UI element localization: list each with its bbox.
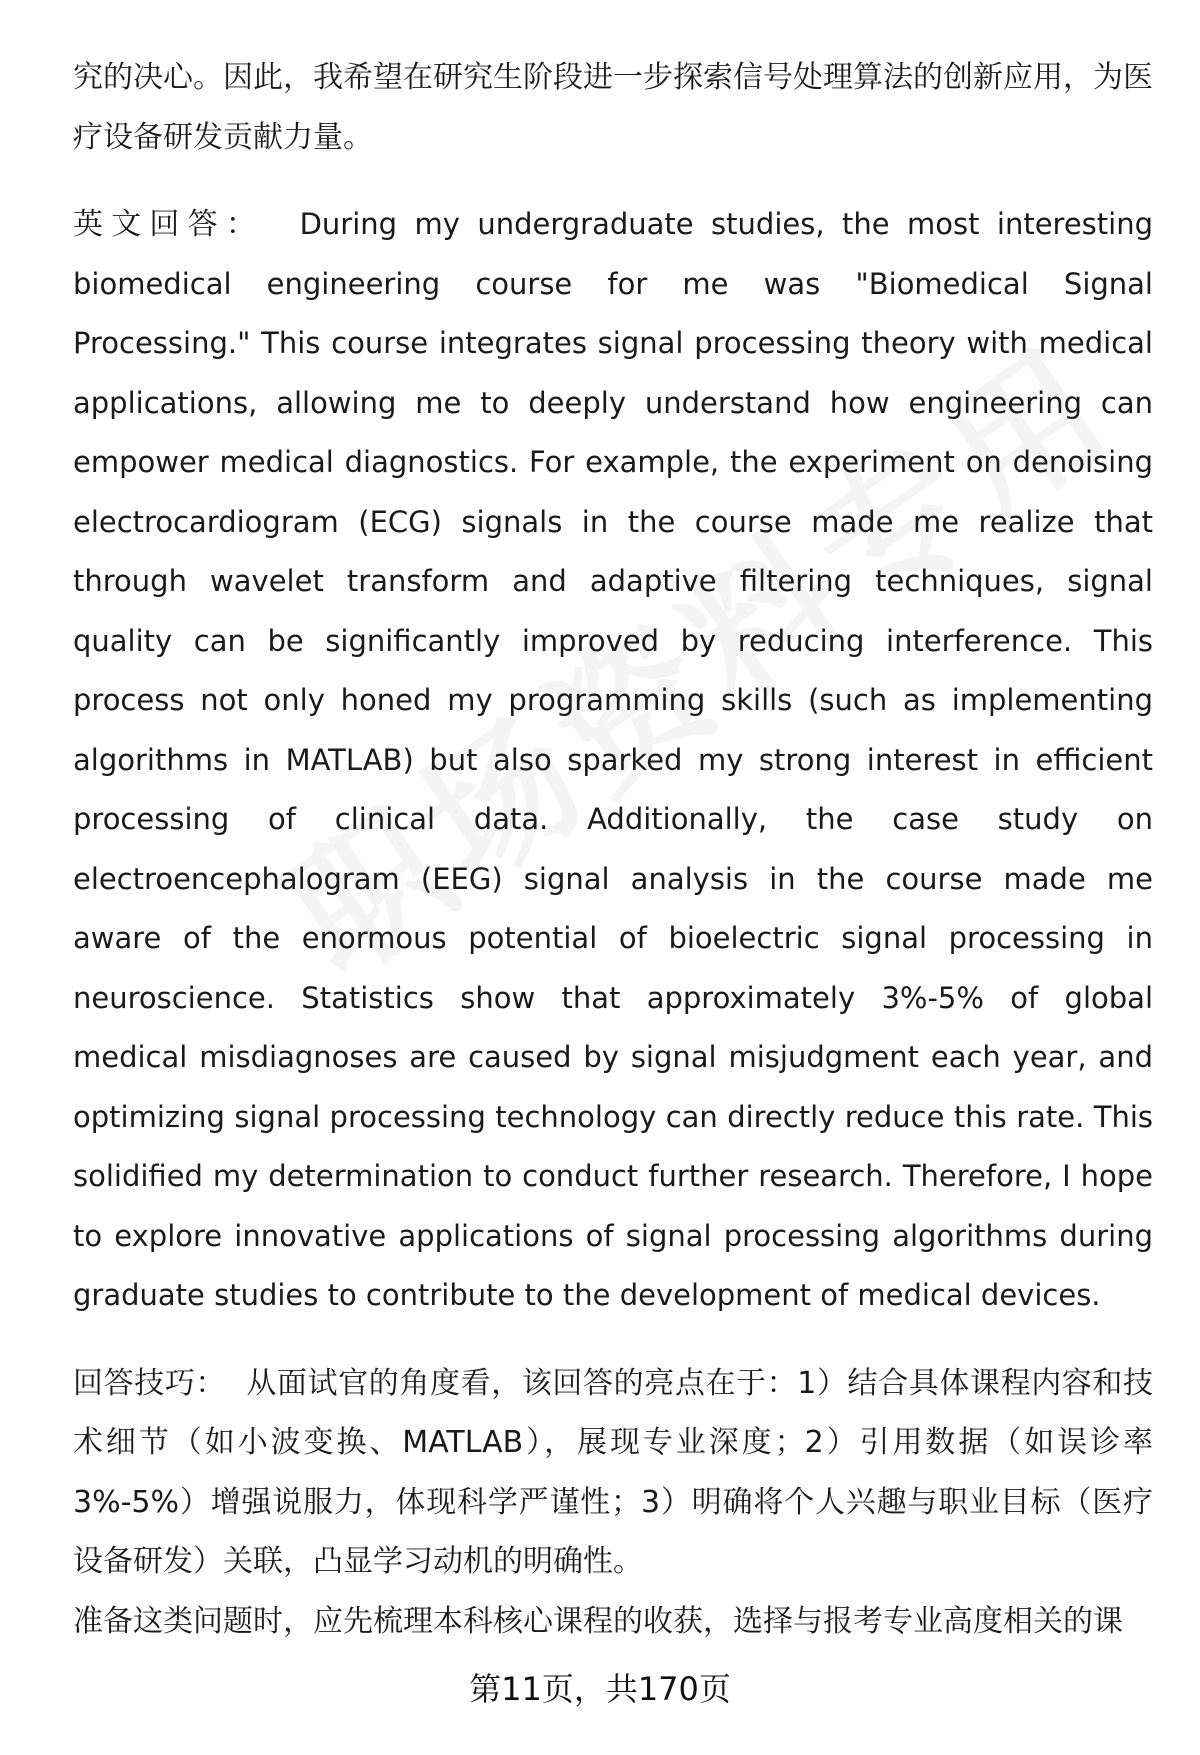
answer-tips-label: 回答技巧： bbox=[73, 1365, 227, 1401]
answer-tips-text: 从面试官的角度看，该回答的亮点在于：1）结合具体课程内容和技术细节（如小波变换、MATLAB），展现专业深度；2）引用数据（如误诊率3%-5%）增强说服力，体现科学严谨性；3）明确将个人兴趣与职业目标（医疗设备研发）关联，凸显学习动机的明确性。 bbox=[73, 1365, 1154, 1579]
english-answer-text: During my undergraduate studies, the most interesting biomedical engineering course for me was "Biomedical Signal Processing." This course integrates signal processing theory with medical applications, allowing me to deeply understand how engineering can empower medical diagnostics. For example, the experiment on denoising electrocardiogram (ECG) signals in the course made me realize that through wavelet transform and adaptive filtering techniques, signal quality can be significantly improved by reducing interference. This process not only honed my programming skills (such as implementing algorithms in MATLAB) but also sparked my strong interest in efficient processing of clinical data. Additionally, the case study on electroencephalogram (EEG) signal analysis in the course made me aware of the enormous potential of bioelectric signal processing in neuroscience. Statistics show that approximately 3%-5% of global medical misdiagnoses are caused by signal misjudgment each year, and optimizing signal processing technology can directly reduce this rate. This solidified my determination to conduct further research. Therefore, I hope to explore innovative applications of signal processing algorithms during graduate studies to contribute to the development of medical devices. bbox=[73, 207, 1154, 1312]
answer-tips-paragraph bbox=[73, 1354, 1153, 1592]
document-page bbox=[73, 48, 1153, 1651]
preparation-paragraph: 准备这类问题时，应先梳理本科核心课程的收获，选择与报考专业高度相关的课 bbox=[73, 1603, 1123, 1639]
english-answer-label: 英文回答： bbox=[73, 207, 265, 242]
english-answer-paragraph bbox=[73, 195, 1153, 1326]
intro-paragraph: 究的决心。因此，我希望在研究生阶段进一步探索信号处理算法的创新应用，为医疗设备研发贡献力量。 bbox=[73, 60, 1153, 155]
page-number-footer: 第11页，共170页 bbox=[469, 1670, 731, 1708]
